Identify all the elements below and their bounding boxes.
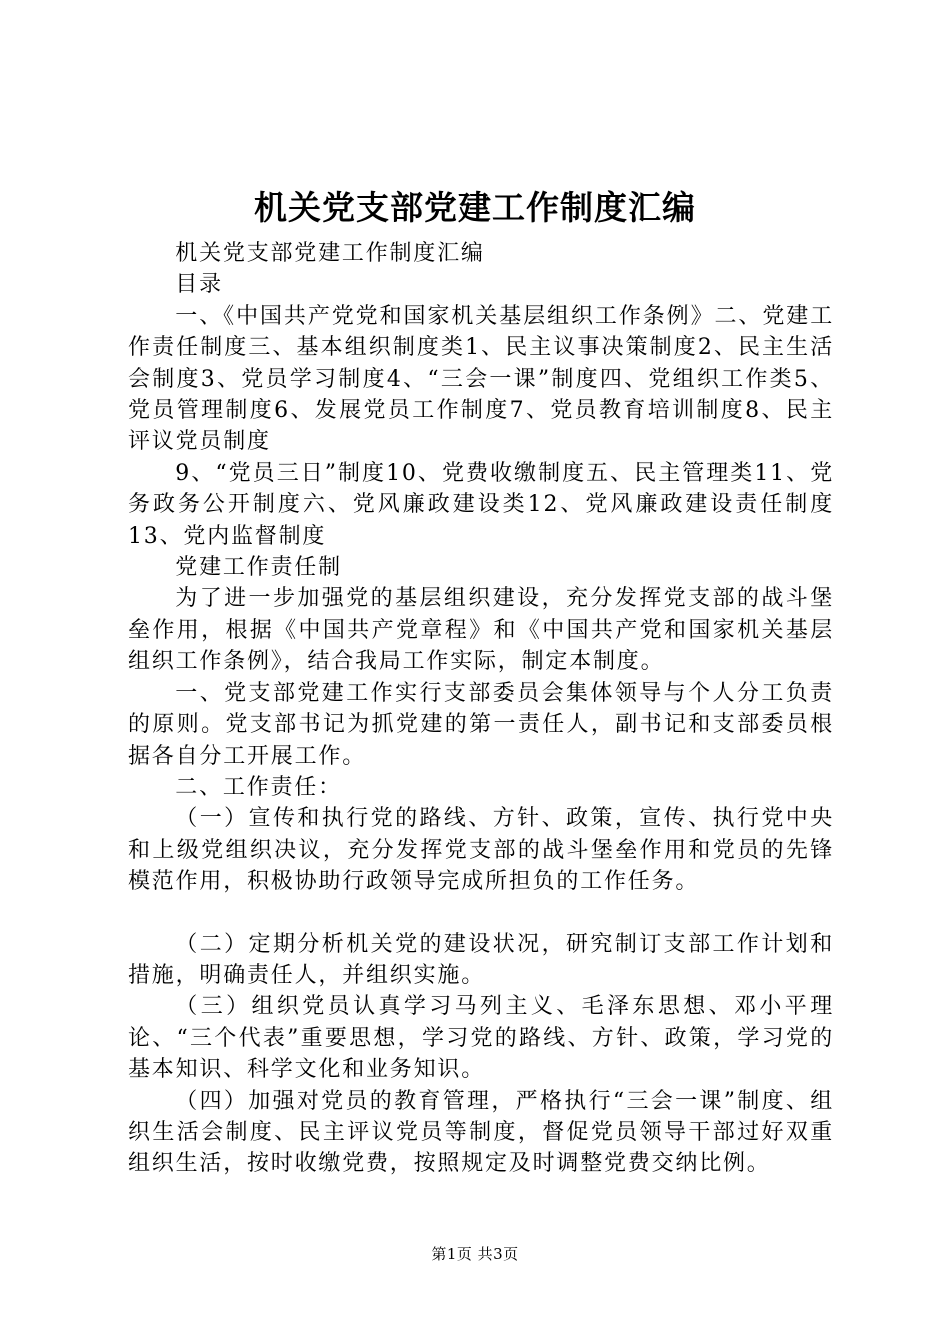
- paragraph-intro: 为了进一步加强党的基层组织建设，充分发挥党支部的战斗堡垒作用，根据《中国共产党章程》和《中国共产党和国家机关基层组织工作条例》，结合我局工作实际，制定本制度。: [128, 586, 834, 675]
- document-body: [128, 238, 834, 1180]
- paragraph-item-1: 一、党支部党建工作实行支部委员会集体领导与个人分工负责的原则。党支部书记为抓党建的第一责任人，副书记和支部委员根据各自分工开展工作。: [128, 680, 834, 769]
- paragraph-duty-2: （二）定期分析机关党的建设状况，研究制订支部工作计划和措施，明确责任人，并组织实施。: [128, 931, 834, 988]
- page-number-footer: 第1页 共3页: [431, 1245, 519, 1263]
- paragraph-toc-part-2: 9、“党员三日”制度10、党费收缴制度五、民主管理类11、党务政务公开制度六、党风廉政建设类12、党风廉政建设责任制度13、党内监督制度: [128, 460, 834, 549]
- paragraph-duty-3: （三）组织党员认真学习马列主义、毛泽东思想、邓小平理论、“三个代表”重要思想，学习党的路线、方针、政策，学习党的基本知识、科学文化和业务知识。: [128, 994, 834, 1083]
- paragraph-duty-4: （四）加强对党员的教育管理，严格执行“三会一课”制度、组织生活会制度、民主评议党员等制度，督促党员领导干部过好双重组织生活，按时收缴党费，按照规定及时调整党费交纳比例。: [128, 1088, 834, 1177]
- paragraph-item-2-heading: 二、工作责任：: [175, 774, 342, 800]
- paragraph-section-heading: 党建工作责任制: [175, 555, 342, 581]
- paragraph-toc-heading: 目录: [175, 272, 223, 298]
- paragraph-toc-part-1: 一、《中国共产党党和国家机关基层组织工作条例》二、党建工作责任制度三、基本组织制度类1、民主议事决策制度2、民主生活会制度3、党员学习制度4、“三会一课”制度四、党组织工作类5、党员管理制度6、发展党员工作制度7、党员教育培训制度8、民主评议党员制度: [128, 303, 834, 455]
- paragraph-subtitle: 机关党支部党建工作制度汇编: [175, 241, 485, 266]
- paragraph-duty-1: （一）宣传和执行党的路线、方针、政策，宣传、执行党中央和上级党组织决议，充分发挥党支部的战斗堡垒作用和党员的先锋模范作用，积极协助行政领导完成所担负的工作任务。: [128, 806, 834, 895]
- document-title: 机关党支部党建工作制度汇编: [254, 188, 696, 227]
